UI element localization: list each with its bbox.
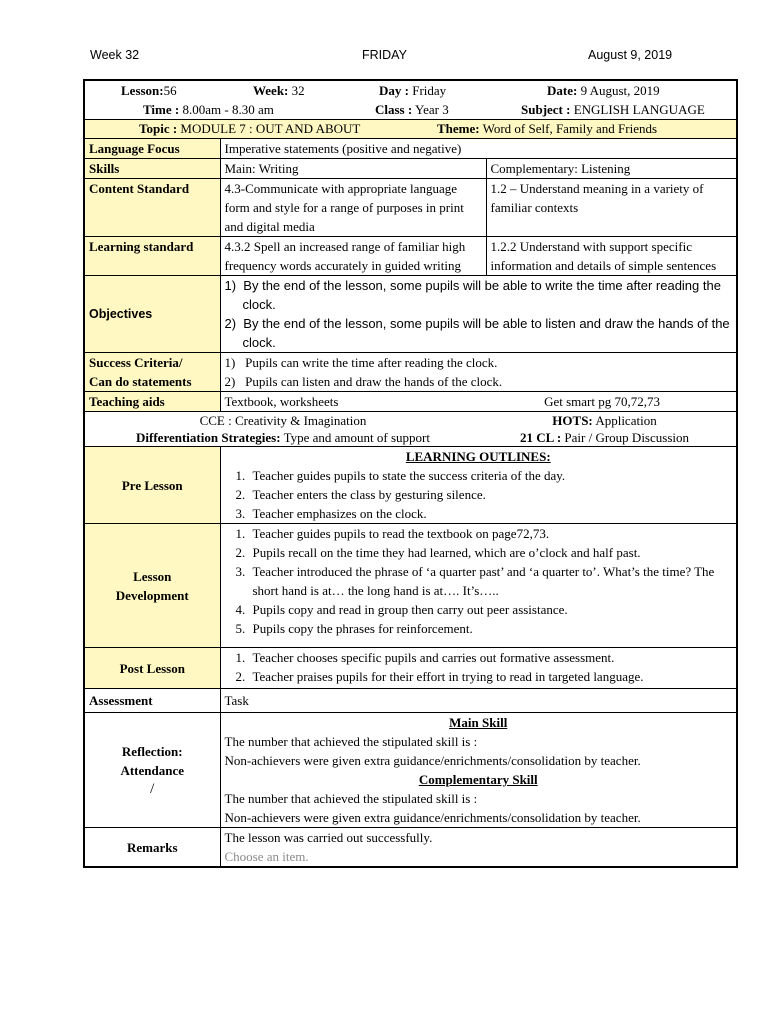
date-info: Date: 9 August, 2019 xyxy=(547,83,660,98)
skills-row xyxy=(84,159,737,179)
teaching-aids-value: Textbook, worksheets Get smart pg 70,72,73 xyxy=(220,392,737,412)
post-lesson-item: 2. Teacher praises pupils for their effort in trying to read in targeted language. xyxy=(249,667,733,686)
lesson-development-item: 5. Pupils copy the phrases for reinforcement. xyxy=(249,619,733,638)
assessment-value: Task xyxy=(220,689,737,713)
lesson-info: Lesson:56 xyxy=(121,83,177,98)
lesson-development-item: 1. Teacher guides pupils to read the textbook on page72,73. xyxy=(249,524,733,543)
teaching-aids-row xyxy=(84,392,737,412)
pre-lesson-item: 2. Teacher enters the class by gesturing silence. xyxy=(249,485,733,504)
reflection-label: Reflection: Attendance / xyxy=(84,713,220,828)
week-info: Week: 32 xyxy=(253,83,305,98)
cce: CCE : Creativity & Imagination xyxy=(199,413,367,428)
remarks-label: Remarks xyxy=(84,828,220,868)
success-item: 2) Pupils can listen and draw the hands of the clock. xyxy=(224,374,503,389)
theme: Theme: Word of Self, Family and Friends xyxy=(437,121,658,136)
skills-complementary: Complementary: Listening xyxy=(486,159,737,179)
header-day: FRIDAY xyxy=(362,48,407,62)
language-focus-label: Language Focus xyxy=(84,139,220,159)
lesson-development-label: Lesson Development xyxy=(84,524,220,648)
remarks-row xyxy=(84,828,737,868)
lesson-development-item: 2. Pupils recall on the time they had learned, which are o’clock and half past. xyxy=(249,543,733,562)
pre-lesson-label: Pre Lesson xyxy=(84,447,220,524)
info-row xyxy=(84,80,737,120)
hots: HOTS: Application xyxy=(552,413,657,428)
post-lesson-label: Post Lesson xyxy=(84,648,220,689)
topic: Topic : MODULE 7 : OUT AND ABOUT xyxy=(139,121,361,136)
teaching-aids-label: Teaching aids xyxy=(84,392,220,412)
header-date: August 9, 2019 xyxy=(588,48,673,62)
learning-standard-row xyxy=(84,237,737,276)
assessment-label: Assessment xyxy=(84,689,220,713)
reflection-content xyxy=(220,713,737,828)
learning-standard-complementary: 1.2.2 Understand with support specific information and details of simple sentences xyxy=(486,237,737,276)
day-info: Day : Friday xyxy=(379,83,447,98)
objectives-row xyxy=(84,276,737,353)
objectives-label: Objectives xyxy=(84,276,220,353)
pre-lesson-content xyxy=(220,447,737,524)
objectives-list xyxy=(220,276,737,353)
differentiation: Differentiation Strategies: Type and amount of support xyxy=(136,430,430,445)
pre-lesson-row xyxy=(84,447,737,524)
content-standard-row xyxy=(84,179,737,237)
assessment-row xyxy=(84,689,737,713)
lesson-plan-table xyxy=(83,79,738,868)
success-item: 1) Pupils can write the time after reading the clock. xyxy=(224,355,498,370)
content-standard-complementary: 1.2 – Understand meaning in a variety of familiar contexts xyxy=(486,179,737,237)
objective-item: 1) By the end of the lesson, some pupils will be able to write the time after reading the clock. xyxy=(224,278,721,312)
reflection-text: The number that achieved the stipulated skill is : xyxy=(224,791,478,806)
reflection-text: The number that achieved the stipulated skill is : xyxy=(224,734,478,749)
learning-standard-main: 4.3.2 Spell an increased range of familiar high frequency words accurately in guided writing xyxy=(220,237,486,276)
post-lesson-content xyxy=(220,648,737,689)
complementary-skill-title: Complementary Skill xyxy=(418,772,538,787)
success-criteria-row xyxy=(84,353,737,392)
post-lesson-row xyxy=(84,648,737,689)
success-criteria-list xyxy=(220,353,737,392)
objective-item: 2) By the end of the lesson, some pupils will be able to listen and draw the hands of the clock. xyxy=(224,316,730,350)
content-standard-main: 4.3-Communicate with appropriate language form and style for a range of purposes in print and digital media xyxy=(220,179,486,237)
post-lesson-item: 1. Teacher chooses specific pupils and carries out formative assessment. xyxy=(249,648,733,667)
remarks-content xyxy=(220,828,737,868)
topic-row xyxy=(84,120,737,139)
time-info: Time : 8.00am - 8.30 am xyxy=(143,102,274,117)
reflection-text: Non-achievers were given extra guidance/enrichments/consolidation by teacher. xyxy=(224,810,641,825)
learning-standard-label: Learning standard xyxy=(84,237,220,276)
class-info: Class : Year 3 xyxy=(375,102,449,117)
lesson-development-content xyxy=(220,524,737,648)
cce-row xyxy=(84,412,737,447)
lesson-development-item: 4. Pupils copy and read in group then carry out peer assistance. xyxy=(249,600,733,619)
success-criteria-label: Success Criteria/ Can do statements xyxy=(84,353,220,392)
reflection-row xyxy=(84,713,737,828)
remarks-text: The lesson was carried out successfully. xyxy=(224,830,433,845)
header-week: Week 32 xyxy=(90,48,140,62)
21cl: 21 CL : Pair / Group Discussion xyxy=(519,430,689,445)
language-focus-value: Imperative statements (positive and negative) xyxy=(220,139,737,159)
pre-lesson-item: 1. Teacher guides pupils to state the success criteria of the day. xyxy=(249,466,733,485)
learning-outlines-title: LEARNING OUTLINES: xyxy=(405,449,551,464)
skills-main: Main: Writing xyxy=(220,159,486,179)
choose-item-dropdown[interactable]: Choose an item. xyxy=(224,849,309,864)
lesson-development-row xyxy=(84,524,737,648)
pre-lesson-item: 3. Teacher emphasizes on the clock. xyxy=(249,504,733,523)
skills-label: Skills xyxy=(84,159,220,179)
content-standard-label: Content Standard xyxy=(84,179,220,237)
lesson-development-item: 3. Teacher introduced the phrase of ‘a quarter past’ and ‘a quarter to’. What’s the time? The short hand is at… the long hand is at…. It’s….. xyxy=(249,562,733,600)
subject-info: Subject : ENGLISH LANGUAGE xyxy=(521,102,705,117)
main-skill-title: Main Skill xyxy=(449,715,508,730)
language-focus-row xyxy=(84,139,737,159)
reflection-text: Non-achievers were given extra guidance/enrichments/consolidation by teacher. xyxy=(224,753,641,768)
